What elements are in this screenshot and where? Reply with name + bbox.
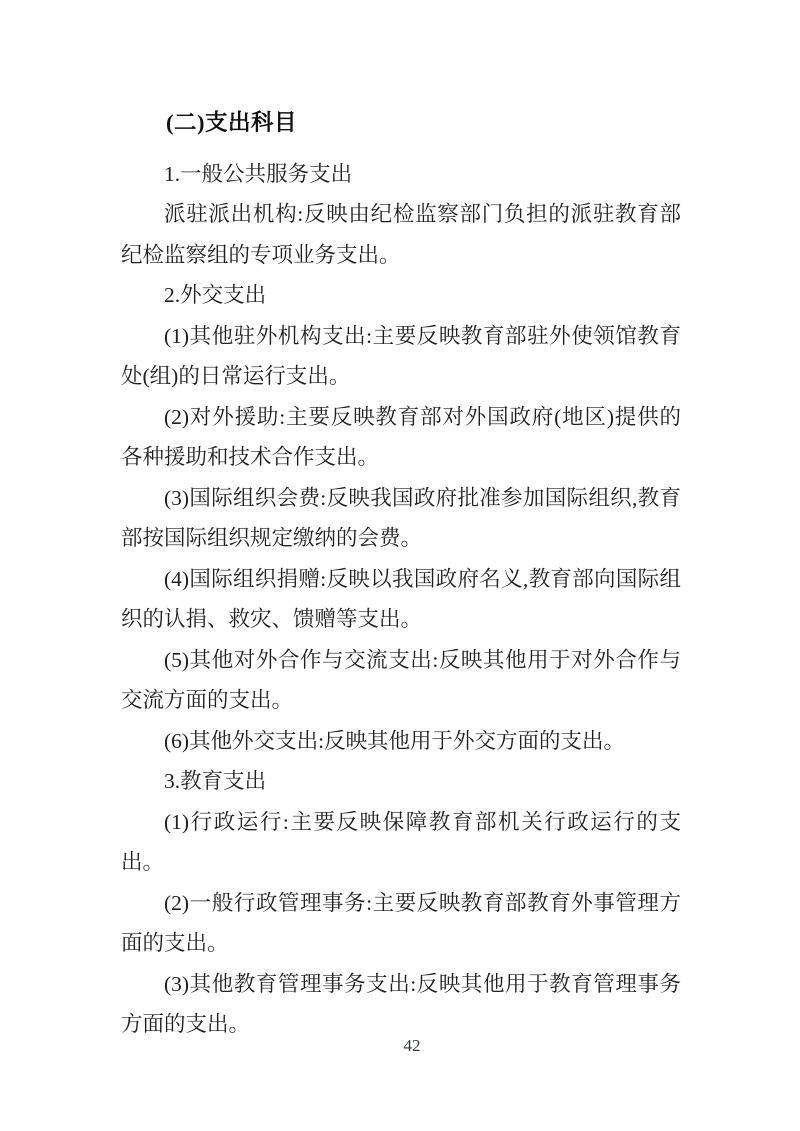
paragraph: (5)其他对外合作与交流支出:反映其他用于对外合作与交流方面的支出。: [121, 647, 681, 712]
paragraph: 2.外交支出: [164, 283, 267, 307]
paragraph: (4)国际组织捐赠:反映以我国政府名义,教育部向国际组织的认捐、救灾、馈赠等支出。: [121, 566, 681, 631]
paragraph: (3)其他教育管理事务支出:反映其他用于教育管理事务方面的支出。: [121, 971, 681, 1036]
paragraph: 1.一般公共服务支出: [164, 161, 353, 186]
paragraph: (1)其他驻外机构支出:主要反映教育部驻外使领馆教育处(组)的日常运行支出。: [121, 323, 681, 388]
paragraph: 3.教育支出: [164, 769, 267, 793]
paragraph: (2)对外援助:主要反映教育部对外国政府(地区)提供的各种援助和技术合作支出。: [121, 404, 681, 469]
document-body: [121, 103, 681, 1045]
paragraph: (3)国际组织会费:反映我国政府批准参加国际组织,教育部按国际组织规定缴纳的会费。: [121, 485, 681, 550]
page-number: 42: [403, 1036, 421, 1055]
paragraph: (6)其他外交支出:反映其他用于外交方面的支出。: [164, 728, 626, 753]
paragraph: 派驻派出机构:反映由纪检监察部门负担的派驻教育部纪检监察组的专项业务支出。: [121, 202, 681, 267]
paragraph: (1)行政运行:主要反映保障教育部机关行政运行的支出。: [121, 809, 681, 874]
paragraph: (2)一般行政管理事务:主要反映教育部教育外事管理方面的支出。: [121, 890, 681, 955]
section-heading: (二)支出科目: [166, 110, 297, 135]
